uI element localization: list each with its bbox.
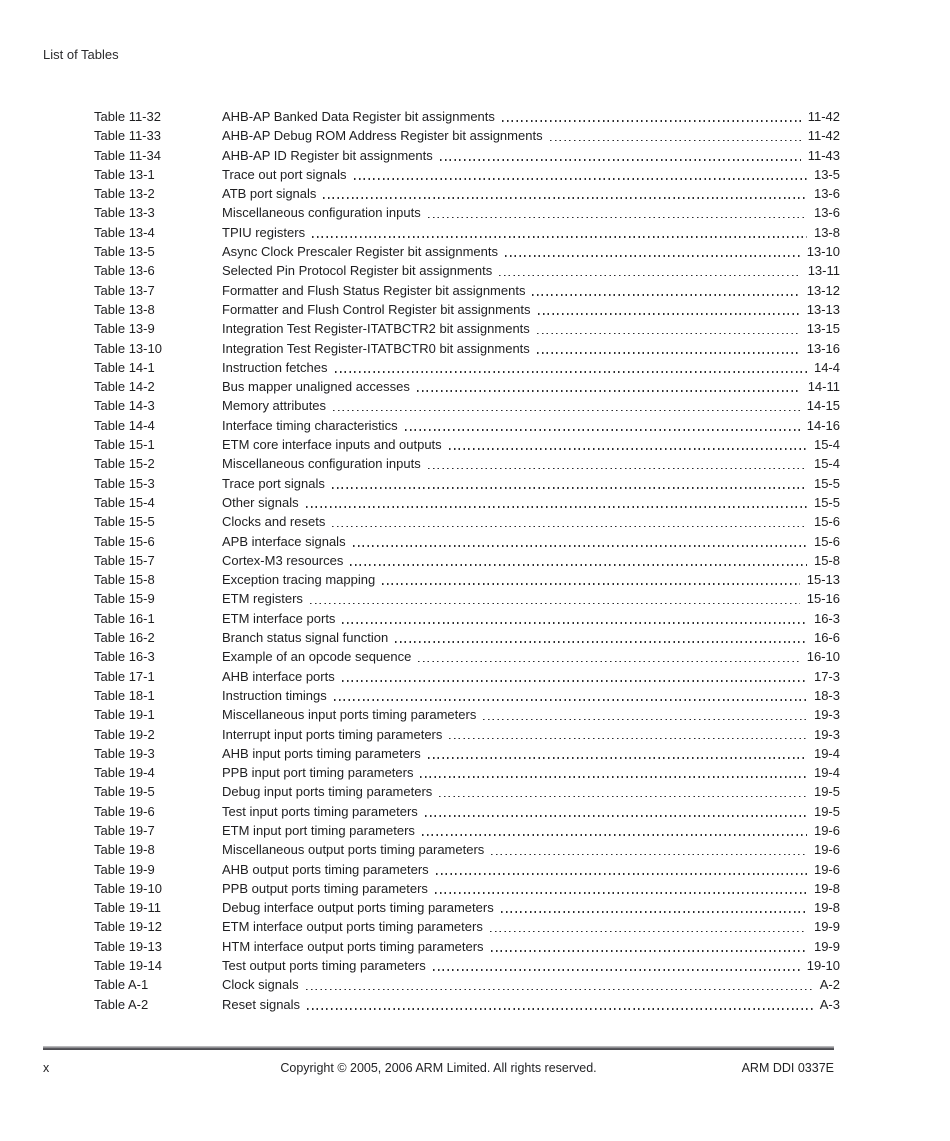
toc-entry-title: Exception tracing mapping [222,572,376,588]
toc-entry-page: 15-5 [813,494,840,510]
toc-entry-page: 14-11 [807,379,840,395]
toc-dot-leader [382,583,800,585]
page-header [43,47,119,62]
toc-entry-title: Miscellaneous input ports timing parameters [222,707,477,723]
toc-entry-label: Table 19-14 [94,958,162,974]
toc-entry-label: Table 16-2 [94,630,155,646]
toc-entry-page: 13-10 [806,244,840,260]
toc-dot-leader [483,719,807,721]
toc-entry-label: Table 14-1 [94,359,155,375]
toc-entry-label: Table 19-12 [94,919,162,935]
toc-entry-row[interactable] [94,300,840,319]
toc-entry-page: 19-8 [813,880,840,896]
toc-entry-label: Table 11-34 [94,147,161,163]
toc-dot-leader [353,545,807,547]
toc-entry-label: Table 19-1 [94,707,155,723]
toc-entry-page: 19-8 [813,900,840,916]
toc-entry-title: Clock signals [222,977,299,993]
toc-dot-leader [501,911,807,913]
toc-entry-title: Integration Test Register-ITATBCTR0 bit assignments [222,340,530,356]
toc-entry-label: Table 14-2 [94,379,155,395]
toc-entry-label: Table 15-7 [94,552,155,568]
footer-doc-id: ARM DDI 0337E [741,1061,834,1075]
toc-entry-page: 19-3 [813,726,840,742]
toc-entry-label: Table 19-13 [94,938,162,954]
toc-entry-page: 13-11 [807,263,840,279]
toc-dot-leader [307,1008,813,1010]
toc-entry-title: Formatter and Flush Status Register bit assignments [222,282,526,298]
toc-entry-row[interactable] [94,956,840,975]
toc-entry-label: Table 19-3 [94,745,155,761]
toc-entry-row[interactable] [94,995,840,1014]
toc-entry-page: 19-5 [813,803,840,819]
toc-entry-label: Table 15-1 [94,437,155,453]
toc-entry-title: PPB input port timing parameters [222,765,414,781]
toc-entry-row[interactable] [94,686,840,705]
toc-entry-page: 14-4 [813,359,840,375]
toc-dot-leader [306,989,813,991]
toc-entry-label: Table 15-5 [94,514,155,530]
toc-entry-label: Table 15-3 [94,475,155,491]
toc-entry-row[interactable] [94,474,840,493]
toc-dot-leader [433,969,800,971]
toc-entry-title: Integration Test Register-ITATBCTR2 bit assignments [222,321,530,337]
toc-entry-page: 19-6 [813,861,840,877]
toc-entry-page: 13-8 [813,224,840,240]
toc-entry-row[interactable] [94,802,840,821]
toc-entry-row[interactable] [94,377,840,396]
toc-entry-page: 16-10 [806,649,840,665]
toc-dot-leader [342,622,807,624]
toc-entry-row[interactable] [94,396,840,415]
toc-entry-row[interactable] [94,358,840,377]
toc-dot-leader [502,120,801,122]
toc-entry-title: Formatter and Flush Control Register bit assignments [222,301,531,317]
toc-entry-row[interactable] [94,107,840,126]
toc-entry-title: Bus mapper unaligned accesses [222,379,410,395]
toc-entry-title: Cortex-M3 resources [222,552,344,568]
toc-entry-page: 13-13 [806,301,840,317]
toc-dot-leader [332,487,807,489]
toc-entry-title: AHB-AP Debug ROM Address Register bit assignments [222,128,543,144]
toc-entry-page: 15-13 [806,572,840,588]
toc-entry-page: 15-16 [806,591,840,607]
toc-entry-row[interactable] [94,126,840,145]
toc-dot-leader [335,371,807,373]
toc-dot-leader [491,950,807,952]
toc-entry-title: AHB-AP ID Register bit assignments [222,147,433,163]
toc-entry-label: Table 13-5 [94,244,155,260]
toc-entry-page: 16-3 [813,610,840,626]
toc-entry-page: 18-3 [813,687,840,703]
toc-entry-label: Table 16-1 [94,610,155,626]
toc-entry-row[interactable] [94,532,840,551]
toc-entry-title: Trace out port signals [222,166,347,182]
toc-entry-label: Table 19-4 [94,765,155,781]
toc-entry-row[interactable] [94,242,840,261]
toc-dot-leader [449,448,807,450]
toc-entry-label: Table 11-32 [94,109,161,124]
toc-entry-row[interactable] [94,917,840,936]
toc-dot-leader [538,313,800,315]
toc-entry-row[interactable] [94,203,840,222]
toc-entry-page: 19-10 [806,958,840,974]
toc-entry-row[interactable] [94,667,840,686]
toc-entry-label: Table 13-4 [94,224,155,240]
table-of-contents [94,107,840,1014]
toc-entry-page: 15-6 [813,514,840,530]
toc-entry-row[interactable] [94,744,840,763]
toc-entry-row[interactable] [94,281,840,300]
toc-entry-label: Table 19-5 [94,784,155,800]
toc-entry-row[interactable] [94,223,840,242]
toc-entry-page: 19-6 [813,822,840,838]
toc-entry-page: 19-4 [813,745,840,761]
toc-dot-leader [405,429,800,431]
toc-entry-page: 14-15 [806,398,840,414]
toc-entry-label: Table 17-1 [94,668,155,684]
toc-dot-leader [395,641,807,643]
toc-entry-row[interactable] [94,628,840,647]
page-footer [43,1061,834,1079]
toc-entry-title: ETM registers [222,591,303,607]
toc-dot-leader [342,680,807,682]
toc-dot-leader [537,333,800,335]
toc-entry-row[interactable] [94,705,840,724]
toc-entry-row[interactable] [94,937,840,956]
toc-entry-row[interactable] [94,589,840,608]
toc-dot-leader [425,815,807,817]
toc-dot-leader [417,390,801,392]
toc-entry-label: Table 19-6 [94,803,155,819]
toc-entry-row[interactable] [94,763,840,782]
toc-entry-label: Table 13-9 [94,321,155,337]
toc-entry-title: Miscellaneous configuration inputs [222,205,421,221]
toc-entry-title: Reset signals [222,996,301,1012]
toc-entry-title: ATB port signals [222,186,317,202]
toc-entry-page: A-2 [819,977,840,993]
toc-entry-label: Table 13-8 [94,301,155,317]
toc-entry-title: Async Clock Prescaler Register bit assignments [222,244,498,260]
toc-dot-leader [505,255,800,257]
page-title: List of Tables [43,47,119,62]
toc-entry-title: ETM interface ports [222,610,336,626]
toc-entry-label: Table A-1 [94,977,149,993]
toc-entry-row[interactable] [94,146,840,165]
toc-dot-leader [440,159,801,161]
toc-dot-leader [333,410,800,412]
toc-entry-page: 15-6 [813,533,840,549]
toc-entry-page: 13-16 [806,340,840,356]
toc-dot-leader [435,892,807,894]
toc-entry-row[interactable] [94,493,840,512]
toc-entry-title: AHB interface ports [222,668,335,684]
toc-dot-leader [428,757,807,759]
toc-entry-label: Table 15-6 [94,533,155,549]
toc-dot-leader [550,140,801,142]
toc-entry-row[interactable] [94,975,840,994]
toc-entry-label: Table 16-3 [94,649,155,665]
toc-entry-row[interactable] [94,551,840,570]
toc-entry-title: Interrupt input ports timing parameters [222,726,443,742]
toc-entry-page: 11-42 [807,109,840,124]
toc-entry-page: 13-12 [806,282,840,298]
toc-entry-page: 15-4 [813,437,840,453]
toc-entry-row[interactable] [94,860,840,879]
toc-dot-leader [418,661,799,663]
toc-dot-leader [537,352,800,354]
toc-entry-label: Table 13-1 [94,166,155,182]
toc-entry-page: 13-6 [813,186,840,202]
toc-entry-title: APB interface signals [222,533,346,549]
toc-entry-row[interactable] [94,898,840,917]
toc-dot-leader [310,603,800,605]
toc-entry-row[interactable] [94,416,840,435]
toc-entry-label: Table 19-2 [94,726,155,742]
toc-entry-label: Table A-2 [94,996,149,1012]
toc-entry-page: 13-15 [806,321,840,337]
toc-entry-page: 11-42 [807,128,840,144]
toc-entry-title: ETM interface output ports timing parameters [222,919,483,935]
toc-entry-page: 19-3 [813,707,840,723]
toc-entry-row[interactable] [94,261,840,280]
toc-dot-leader [323,197,807,199]
toc-entry-page: 17-3 [813,668,840,684]
toc-dot-leader [334,699,807,701]
toc-entry-title: ETM input port timing parameters [222,822,415,838]
toc-entry-label: Table 19-10 [94,880,162,896]
toc-entry-label: Table 15-2 [94,456,155,472]
toc-entry-label: Table 19-8 [94,842,155,858]
footer-copyright: Copyright © 2005, 2006 ARM Limited. All rights reserved. [280,1061,597,1075]
toc-entry-page: 13-6 [813,205,840,221]
toc-entry-label: Table 13-6 [94,263,155,279]
toc-entry-title: PPB output ports timing parameters [222,880,428,896]
toc-dot-leader [490,931,807,933]
toc-entry-page: 11-43 [807,147,840,163]
toc-dot-leader [422,834,807,836]
toc-dot-leader [332,526,807,528]
toc-entry-title: AHB-AP Banked Data Register bit assignments [222,109,495,124]
toc-entry-row[interactable] [94,821,840,840]
toc-dot-leader [449,738,807,740]
toc-dot-leader [491,854,807,856]
footer-page-number: x [43,1061,50,1075]
toc-entry-row[interactable] [94,840,840,859]
toc-entry-label: Table 15-8 [94,572,155,588]
toc-entry-row[interactable] [94,647,840,666]
toc-entry-row[interactable] [94,435,840,454]
toc-entry-row[interactable] [94,165,840,184]
toc-entry-row[interactable] [94,879,840,898]
toc-entry-page: 19-4 [813,765,840,781]
toc-entry-label: Table 13-2 [94,186,155,202]
toc-dot-leader [436,873,807,875]
toc-dot-leader [532,294,799,296]
toc-entry-page: 13-5 [813,166,840,182]
toc-entry-title: Debug interface output ports timing parameters [222,900,494,916]
toc-entry-title: Interface timing characteristics [222,417,398,433]
toc-entry-page: 19-6 [813,842,840,858]
toc-entry-row[interactable] [94,319,840,338]
toc-entry-title: Trace port signals [222,475,325,491]
toc-entry-row[interactable] [94,609,840,628]
toc-dot-leader [312,236,807,238]
toc-dot-leader [499,275,800,277]
footer-rule [43,1046,834,1050]
toc-entry-title: Instruction timings [222,687,327,703]
toc-entry-label: Table 15-4 [94,494,155,510]
toc-entry-page: 15-4 [813,456,840,472]
toc-entry-title: Memory attributes [222,398,327,414]
toc-dot-leader [354,178,807,180]
toc-entry-title: Instruction fetches [222,359,328,375]
toc-entry-row[interactable] [94,339,840,358]
toc-entry-label: Table 19-9 [94,861,155,877]
toc-entry-title: ETM core interface inputs and outputs [222,437,442,453]
toc-entry-title: Test input ports timing parameters [222,803,418,819]
toc-entry-label: Table 19-7 [94,822,155,838]
toc-entry-title: HTM interface output ports timing parameters [222,938,484,954]
toc-entry-page: 19-9 [813,919,840,935]
toc-dot-leader [420,776,806,778]
toc-entry-row[interactable] [94,184,840,203]
toc-entry-label: Table 14-4 [94,417,155,433]
toc-entry-label: Table 13-7 [94,282,155,298]
toc-entry-label: Table 13-10 [94,340,162,356]
toc-entry-title: Miscellaneous configuration inputs [222,456,421,472]
toc-entry-title: AHB input ports timing parameters [222,745,421,761]
toc-entry-page: 14-16 [806,417,840,433]
toc-entry-title: Clocks and resets [222,514,326,530]
toc-entry-label: Table 18-1 [94,687,155,703]
toc-entry-label: Table 14-3 [94,398,155,414]
toc-entry-page: 15-5 [813,475,840,491]
toc-entry-label: Table 13-3 [94,205,155,221]
toc-entry-title: Debug input ports timing parameters [222,784,433,800]
toc-entry-title: Test output ports timing parameters [222,958,426,974]
toc-entry-page: 19-5 [813,784,840,800]
toc-entry-row[interactable] [94,725,840,744]
toc-entry-row[interactable] [94,454,840,473]
toc-dot-leader [439,796,807,798]
toc-entry-page: 16-6 [813,630,840,646]
toc-entry-title: TPIU registers [222,224,306,240]
toc-entry-label: Table 15-9 [94,591,155,607]
toc-entry-page: A-3 [819,996,840,1012]
toc-entry-title: AHB output ports timing parameters [222,861,429,877]
toc-entry-label: Table 11-33 [94,128,161,144]
toc-entry-row[interactable] [94,782,840,801]
toc-entry-page: 19-9 [813,938,840,954]
toc-entry-title: Example of an opcode sequence [222,649,412,665]
toc-dot-leader [306,506,807,508]
toc-dot-leader [428,468,807,470]
toc-entry-row[interactable] [94,570,840,589]
toc-entry-title: Miscellaneous output ports timing parameters [222,842,485,858]
toc-dot-leader [350,564,807,566]
toc-entry-page: 15-8 [813,552,840,568]
toc-entry-title: Other signals [222,494,299,510]
toc-entry-title: Selected Pin Protocol Register bit assignments [222,263,493,279]
toc-entry-row[interactable] [94,512,840,531]
toc-entry-label: Table 19-11 [94,900,161,916]
toc-entry-title: Branch status signal function [222,630,389,646]
toc-dot-leader [428,217,807,219]
